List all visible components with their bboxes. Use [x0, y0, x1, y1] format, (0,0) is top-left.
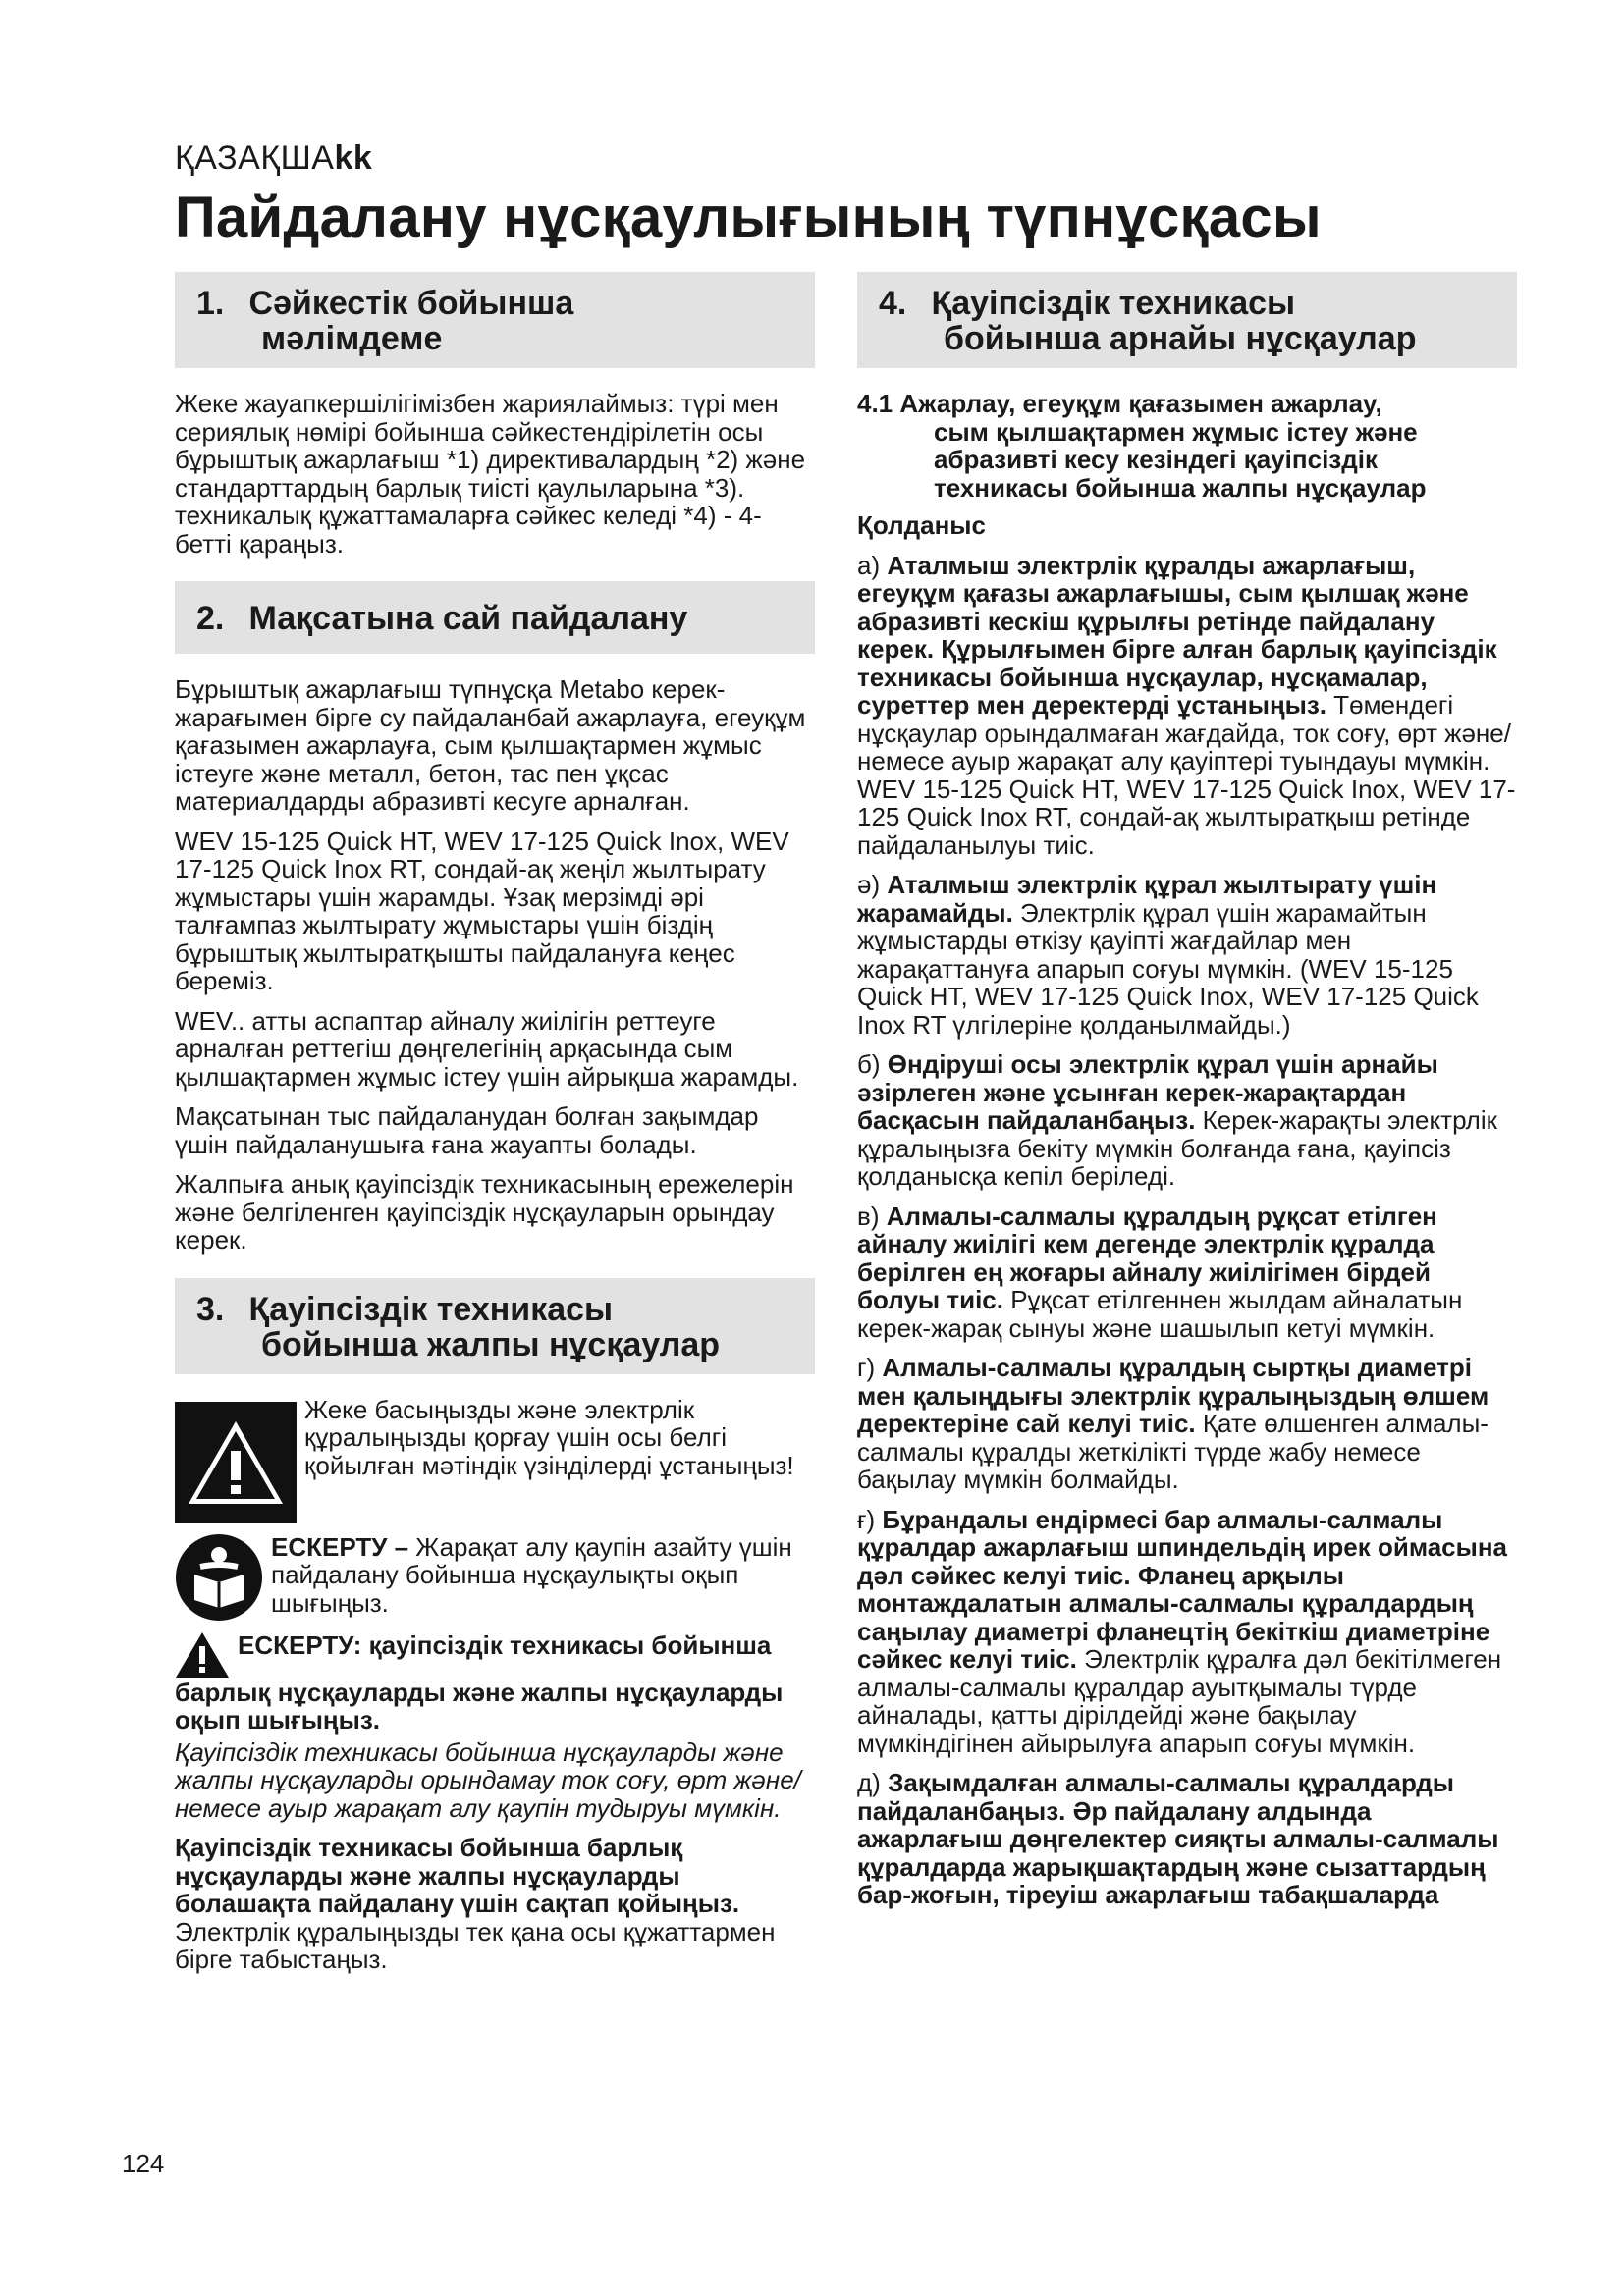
section-2-para: Бұрыштық ажарлағыш түпнұсқа Metabo керек-жарағымен бірге су пайдаланбай ажарлауға, егеуқұм қағазымен ажарлауға, сым қылшақтармен жұмыс істеуге және металл, бетон, тас пен ұқсас материалдарды абразивті кесуге арналған.: [175, 674, 806, 816]
section-2-para: WEV.. атты аспаптар айналу жиілігін реттеуге арналған реттегіш дөңгелегінің арқасында сым қылшақтармен жұмыс істеу үшін айрықша жарамды.: [175, 1005, 799, 1092]
section-2-para: Мақсатынан тыс пайдаланудан болған зақымдар үшін пайдаланушыға ғана жауапты болады.: [175, 1101, 759, 1159]
section-number: 1.: [196, 285, 225, 322]
instruction-v: в) Алмалы-салмалы құралдың рұқсат етілген айналу жиілігі кем дегенде электрлік құралда берілген ең жоғары айналу жиілігімен бірдей болуы тиіс. Рұқсат етілгеннен жылдам айналатын керек-жарақ сынуы және шашылып кетуі мүмкін.: [857, 1201, 1463, 1343]
symbol-explanation: Жеке басыңызды және электрлік құралыңызды қорғау үшін осы белгі қойылған мәтіндік үзінділерді ұстаныңыз!: [304, 1394, 794, 1480]
read-manual-icon: [175, 1533, 263, 1622]
section-2-para: Жалпыға анық қауіпсіздік техникасының ережелерін және белгіленген қауіпсіздік нұсқауларын орындау керек.: [175, 1169, 794, 1255]
section-2-para: WEV 15-125 Quick HT, WEV 17-125 Quick Inox, WEV 17-125 Quick Inox RT, сондай-ақ жеңіл жылтырату жұмыстары үшін жарамды. Ұзақ мерзімді әрі талғампаз жылтырату жұмыстары үшін біздің бұрыштық жылтыратқышты пайдалануға кеңес береміз.: [175, 826, 789, 995]
hand-over-text: Электрлік құралыңызды тек қана осы құжаттармен бірге табыстаңыз.: [175, 1916, 776, 1974]
read-manual-note: ЕСКЕРТУ – Жарақат алу қаупін азайту үшін пайдалану бойынша нұсқаулықты оқып шығыңыз.: [175, 1533, 815, 1622]
warning-symbol-note: [175, 1396, 815, 1523]
left-column: [175, 272, 815, 1986]
page-title: Пайдалану нұсқаулығының түпнұсқасы: [175, 186, 1322, 249]
usage-heading: Қолданыс: [857, 510, 986, 540]
warning-triangle-small-icon: [175, 1631, 230, 1679]
subsection-4-1-heading: 4.1 Ажарлау, егеуқұм қағазымен ажарлау, сым қылшақтармен жұмыс істеу және абразивті кесу кезіндегі қауіпсіздік техникасы бойынша жалпы нұсқаулар: [857, 389, 1427, 503]
language-label: ҚАЗАҚШАkk: [175, 139, 373, 177]
warning-triangle-icon: [175, 1402, 297, 1523]
warning-label: ЕСКЕРТУ –: [271, 1531, 409, 1562]
general-warning: ЕСКЕРТУ: қауіпсіздік техникасы бойынша барлық нұсқауларды және жалпы нұсқауларды оқып шығыңыз.: [175, 1629, 784, 1735]
section-number: 3.: [196, 1290, 225, 1328]
page-number: 124: [122, 2149, 165, 2178]
general-warning-italic: Қауіпсіздік техникасы бойынша нұсқауларды және жалпы нұсқауларды орындамау ток соғу, өрт және/немесе ауыр жарақат алу қаупін тудыруы мүмкін.: [175, 1736, 801, 1823]
instruction-ae: ә) Аталмыш электрлік құрал жылтырату үшін жарамайды. Электрлік құрал үшін жарамайтын жұмыстарды өткізу қауіпті жағдайлар мен жарақаттануға апарып соғуы мүмкін. (WEV 15-125 Quick HT, WEV 17-125 Quick Inox, WEV 17-125 Quick Inox RT үлгілеріне қолданылмайды.): [857, 870, 1479, 1040]
section-3-heading: 3. Қауіпсіздік техникасы бойынша жалпы нұсқаулар: [175, 1278, 815, 1374]
right-column: [857, 272, 1517, 1921]
section-4-heading: 4. Қауіпсіздік техникасы бойынша арнайы нұсқаулар: [857, 272, 1517, 368]
keep-instructions: Қауіпсіздік техникасы бойынша барлық нұсқауларды және жалпы нұсқауларды болашақта пайдалану үшін сақтап қойыңыз.: [175, 1833, 740, 1918]
section-2-heading: 2. Мақсатына сай пайдалану: [175, 581, 815, 654]
section-number: 4.: [879, 285, 907, 322]
instruction-a: а) Аталмыш электрлік құралды ажарлағыш, егеуқұм қағазы ажарлағышы, сым қылшақ және абразивті кескіш құрылғы ретінде пайдалану керек. Құрылғымен бірге алған барлық қауіпсіздік техникасы бойынша нұсқаулар, нұсқамалар, суреттер мен деректерді ұстаныңыз. Төмендегі нұсқаулар орындалмаған жағдайда, ток соғу, өрт және/немесе ауыр жарақат алу қауіптері туындауы мүмкін. WEV 15-125 Quick HT, WEV 17-125 Quick Inox, WEV 17-125 Quick Inox RT, сондай-ақ жылтыратқыш ретінде пайдаланылуы тиіс.: [857, 550, 1516, 860]
instruction-b: б) Өндіруші осы электрлік құрал үшін арнайы әзірлеген және ұсынған керек-жарақтардан басқасын пайдаланбаңыз. Керек-жарақты электрлік құралыңызға бекіту мүмкін болғанда ғана, қауіпсіз қолданысқа кепіл беріледі.: [857, 1049, 1497, 1191]
section-1-heading: 1. Сәйкестік бойынша мәлімдеме: [175, 272, 815, 368]
section-number: 2.: [196, 600, 225, 637]
subsection-number: 4.1: [857, 389, 893, 418]
instruction-gh: ғ) Бұрандалы ендірмесі бар алмалы-салмалы құралдар ажарлағыш шпиндельдің ирек оймасына дәл сәйкес келуі тиіс. Фланец арқылы монтаждалатын алмалы-салмалы құралдардың саңылау диаметрі фланецтің бекіткіш диаметріне сәйкес келуі тиіс. Электрлік құралға дәл бекітілмеген алмалы-салмалы құралдар ауытқымалы түрде айналады, қатты дірілдейді және бақылау мүмкіндігінен айырылуға апарып соғуы мүмкін.: [857, 1504, 1507, 1758]
instruction-g: г) Алмалы-салмалы құралдың сыртқы диаметрі мен қалыңдығы электрлік құралыңыздың өлшем деректеріне сай келуі тиіс. Қате өлшенген алмалы-салмалы құралды жеткілікті түрде жабу немесе бақылау мүмкін болмайды.: [857, 1353, 1489, 1494]
instruction-d: д) Зақымдалған алмалы-салмалы құралдарды пайдаланбаңыз. Әр пайдалану алдында ажарлағыш дөңгелектер сияқты алмалы-салмалы құралдарда жарықшақтардың және сызаттардың бар-жоғын, тіреуіш ажарлағыш табақшаларда: [857, 1768, 1499, 1909]
section-1-text: Жеке жауапкершілігімізбен жариялаймыз: түрі мен сериялық нөмірі бойынша сәйкестендірілетін осы бұрыштық ажарлағыш *1) директивалардың *2) және стандарттардың барлық тиісті қаулыларына *3). техникалық құжаттамаларға сәйкес келеді *4) - 4-бетті қараңыз.: [175, 389, 806, 559]
